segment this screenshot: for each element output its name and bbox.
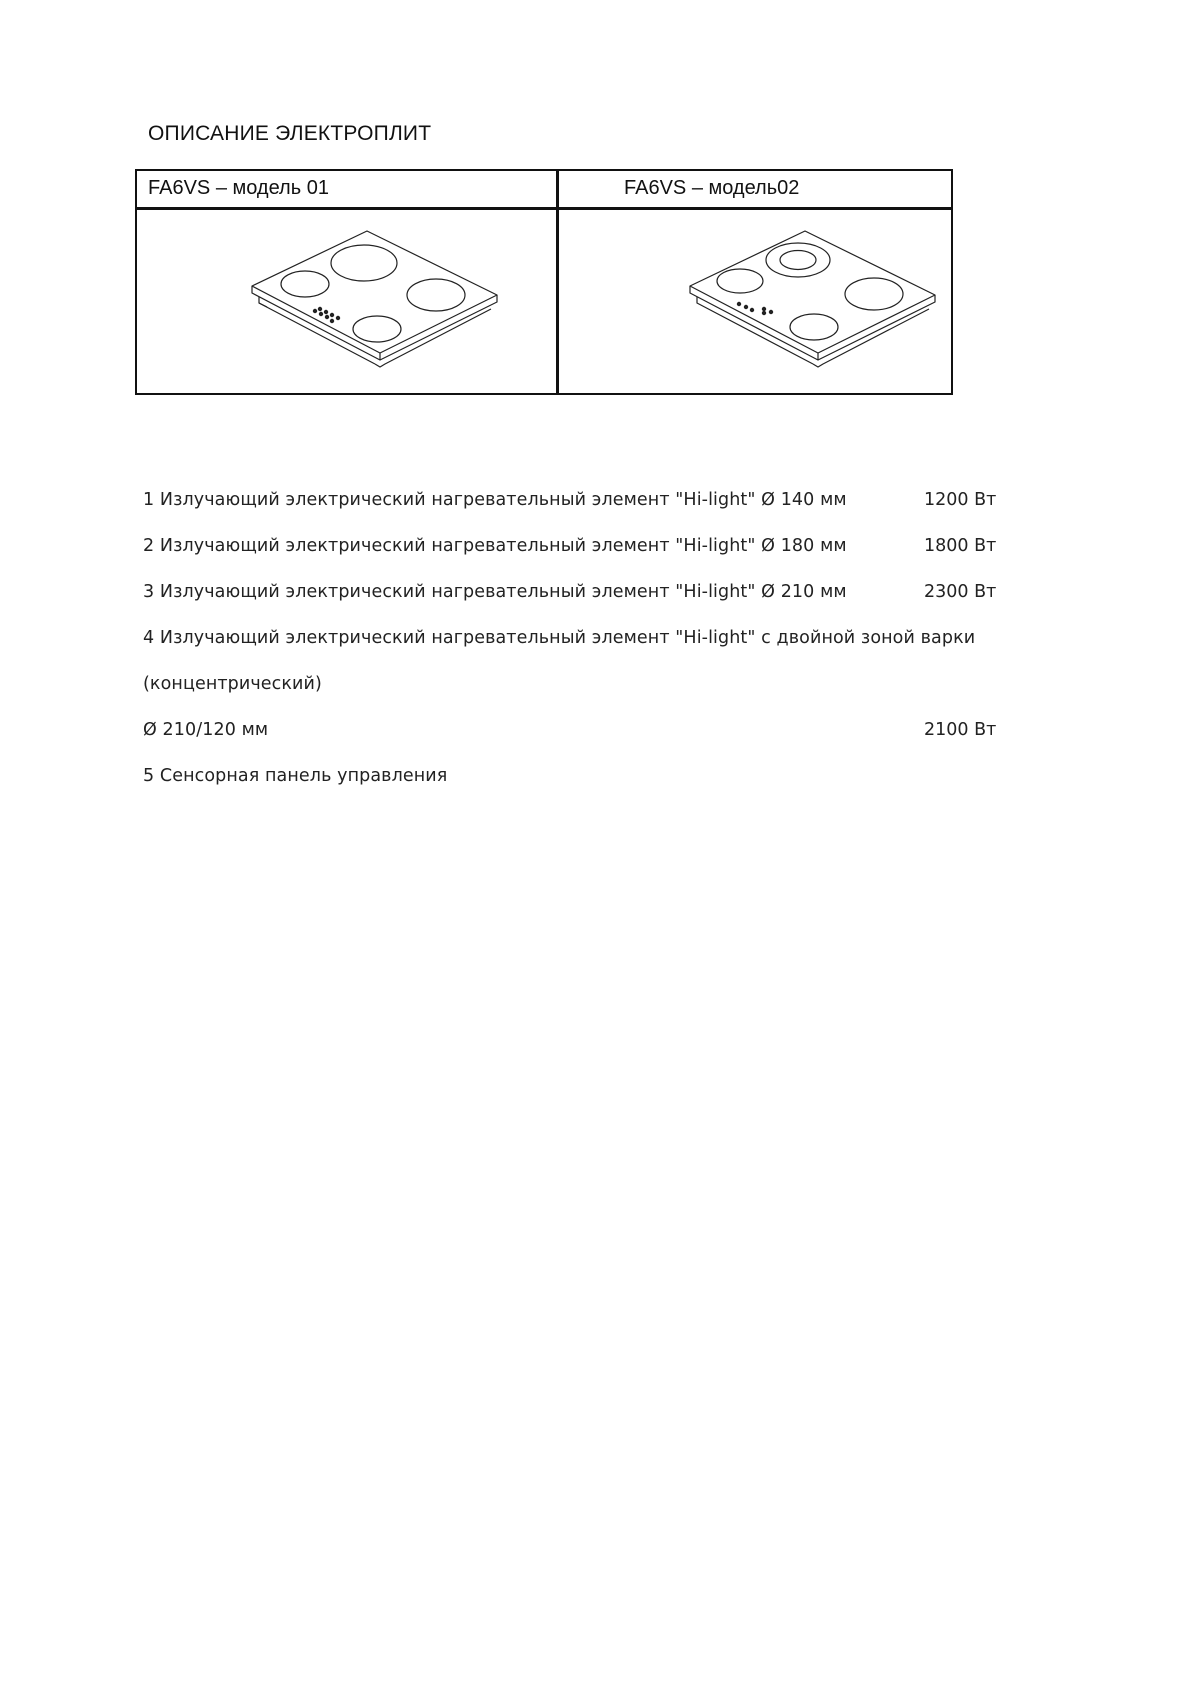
spec-line: 5 Сенсорная панель управления	[143, 766, 448, 786]
table-column-divider	[556, 171, 559, 393]
spec-line: Ø 210/120 мм	[143, 720, 269, 740]
spec-power: 2100 Вт	[924, 720, 997, 740]
model-02-header: FA6VS – модель02	[624, 177, 800, 199]
spec-line: 2 Излучающий электрический нагревательный элемент "Hi-light" Ø 180 мм	[143, 536, 847, 556]
spec-line: 3 Излучающий электрический нагревательный элемент "Hi-light" Ø 210 мм	[143, 582, 847, 602]
spec-line: (концентрический)	[143, 674, 322, 694]
spec-line: 1 Излучающий электрический нагревательный элемент "Hi-light" Ø 140 мм	[143, 490, 847, 510]
spec-line: 4 Излучающий электрический нагревательный элемент "Hi-light" с двойной зоной варки	[143, 628, 976, 648]
model-table	[135, 169, 953, 395]
hob-four-zones-icon	[247, 223, 507, 383]
table-row-divider	[137, 207, 951, 210]
hob-dual-zone-icon	[685, 223, 945, 383]
spec-power: 2300 Вт	[924, 582, 997, 602]
spec-power: 1200 Вт	[924, 490, 997, 510]
spec-power: 1800 Вт	[924, 536, 997, 556]
page-title: ОПИСАНИЕ ЭЛЕКТРОПЛИТ	[148, 122, 432, 145]
model-01-header: FA6VS – модель 01	[148, 177, 329, 199]
